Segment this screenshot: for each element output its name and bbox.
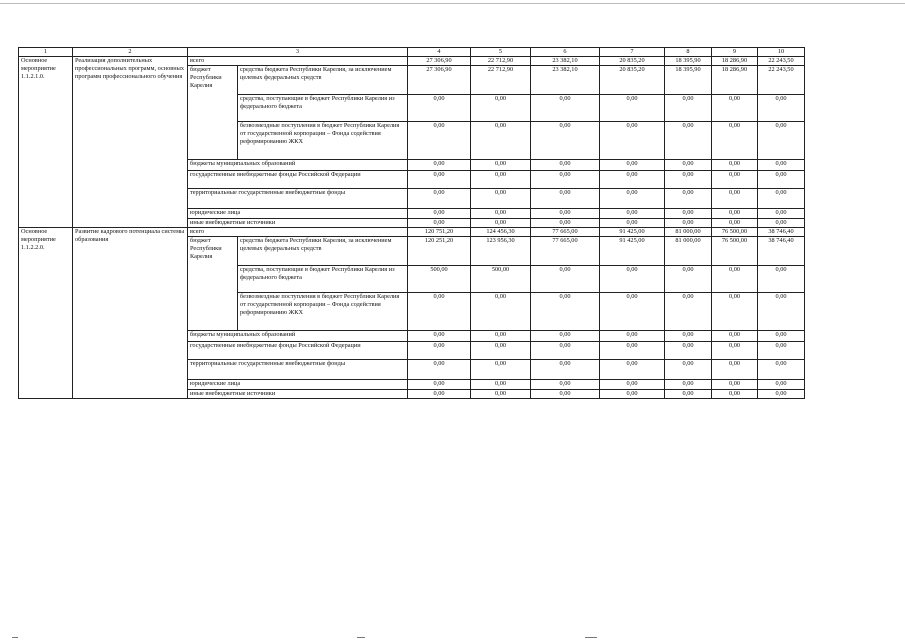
value-text: 0,00 — [559, 389, 571, 397]
source-label: территориальные государственные внебюджетные фонды — [188, 359, 408, 379]
value-text: 0,00 — [728, 170, 741, 178]
value-cell — [471, 188, 531, 208]
value-text: 22 243,50 — [768, 65, 794, 73]
value-cell — [471, 65, 531, 94]
value-cell — [531, 94, 600, 121]
value-cell — [600, 94, 665, 121]
value-text: 0,00 — [433, 121, 445, 129]
value-cell — [758, 218, 805, 227]
value-cell — [665, 379, 712, 389]
value-text: 77 665,00 — [552, 236, 578, 244]
table-row — [19, 227, 805, 236]
value-text: 123 956,30 — [486, 236, 515, 244]
value-cell — [471, 170, 531, 188]
value-text: 0,00 — [775, 359, 787, 367]
value-text: 0,00 — [775, 341, 787, 349]
scan-edge-line — [0, 3, 905, 4]
value-text: 120 751,20 — [424, 227, 454, 235]
value-text: 0,00 — [728, 379, 741, 387]
value-cell — [712, 265, 758, 292]
value-text: 77 665,00 — [552, 227, 578, 235]
value-cell — [712, 94, 758, 121]
source-label: иные внебюджетные источники — [188, 218, 408, 227]
value-text: 0,00 — [494, 359, 507, 367]
value-cell — [531, 292, 600, 330]
value-cell — [665, 65, 712, 94]
source-sublabel: средства, поступающие в бюджет Республики Карелия из федерального бюджета — [238, 94, 408, 121]
value-text: 0,00 — [559, 208, 571, 216]
value-cell — [600, 389, 665, 398]
value-text: 0,00 — [626, 121, 638, 129]
value-cell — [665, 227, 712, 236]
budget-label: бюджет Республики Карелия — [188, 236, 238, 330]
value-cell — [758, 389, 805, 398]
value-cell — [531, 65, 600, 94]
value-cell — [408, 121, 471, 159]
value-cell — [408, 227, 471, 236]
value-cell — [758, 341, 805, 359]
value-cell — [408, 188, 471, 208]
value-cell — [758, 56, 805, 65]
value-text: 0,00 — [626, 218, 638, 226]
value-text: 0,00 — [682, 359, 694, 367]
value-cell — [712, 379, 758, 389]
value-cell — [758, 188, 805, 208]
value-cell — [471, 94, 531, 121]
value-cell — [712, 330, 758, 341]
value-text: 0,00 — [626, 265, 638, 273]
value-text: 18 395,90 — [675, 56, 701, 64]
value-cell — [758, 94, 805, 121]
value-text: 0,00 — [626, 292, 638, 300]
funding-table — [18, 47, 805, 399]
value-cell — [531, 121, 600, 159]
value-text: 0,00 — [775, 170, 787, 178]
value-cell — [471, 121, 531, 159]
value-text: 0,00 — [559, 94, 571, 102]
value-text: 0,00 — [682, 218, 694, 226]
value-text: 0,00 — [494, 170, 507, 178]
value-cell — [665, 389, 712, 398]
value-cell — [712, 170, 758, 188]
value-text: 91 425,00 — [619, 227, 645, 235]
value-cell — [471, 227, 531, 236]
header-cell: 10 — [758, 48, 805, 57]
source-label: бюджеты муниципальных образований — [188, 159, 408, 170]
value-text: 0,00 — [775, 121, 787, 129]
value-text: 0,00 — [682, 208, 694, 216]
value-text: 0,00 — [728, 341, 741, 349]
value-cell — [758, 208, 805, 218]
value-cell — [471, 265, 531, 292]
value-text: 0,00 — [775, 330, 787, 338]
value-text: 20 835,20 — [619, 65, 645, 73]
value-cell — [471, 359, 531, 379]
value-text: 0,00 — [775, 159, 787, 167]
value-text: 0,00 — [682, 188, 694, 196]
value-cell — [600, 341, 665, 359]
value-cell — [712, 121, 758, 159]
value-cell — [665, 208, 712, 218]
value-cell — [531, 265, 600, 292]
value-text: 0,00 — [433, 188, 445, 196]
value-text: 0,00 — [728, 292, 741, 300]
source-label: иные внебюджетные источники — [188, 389, 408, 398]
value-cell — [531, 330, 600, 341]
value-text: 20 835,20 — [619, 56, 645, 64]
value-cell — [665, 170, 712, 188]
value-text: 0,00 — [626, 94, 638, 102]
value-text: 0,00 — [626, 389, 638, 397]
value-text: 0,00 — [559, 379, 571, 387]
value-text: 0,00 — [494, 292, 507, 300]
value-cell — [531, 188, 600, 208]
value-cell — [531, 159, 600, 170]
value-cell — [408, 170, 471, 188]
value-cell — [712, 188, 758, 208]
value-text: 27 306,90 — [426, 65, 452, 73]
header-cell: 5 — [471, 48, 531, 57]
value-cell — [758, 236, 805, 265]
source-label: государственные внебюджетные фонды Российской Федерации — [188, 341, 408, 359]
source-label: юридические лица — [188, 379, 408, 389]
value-text: 18 286,90 — [721, 56, 748, 64]
value-text: 0,00 — [682, 159, 694, 167]
value-text: 0,00 — [728, 359, 741, 367]
value-cell — [471, 218, 531, 227]
value-text: 0,00 — [775, 292, 787, 300]
value-cell — [665, 330, 712, 341]
header-cell: 6 — [531, 48, 600, 57]
value-cell — [531, 56, 600, 65]
scan-mark — [12, 637, 18, 638]
value-text: 0,00 — [775, 389, 787, 397]
activity-code: Основное мероприятие 1.1.2.2.0. — [19, 227, 73, 398]
value-text: 38 746,40 — [768, 236, 794, 244]
value-text: 0,00 — [494, 208, 507, 216]
value-text: 0,00 — [494, 121, 507, 129]
budget-label: бюджет Республики Карелия — [188, 65, 238, 159]
source-label: бюджеты муниципальных образований — [188, 330, 408, 341]
value-text: 27 306,90 — [426, 56, 452, 64]
value-cell — [758, 292, 805, 330]
value-cell — [712, 56, 758, 65]
value-text: 0,00 — [433, 159, 445, 167]
value-text: 0,00 — [494, 218, 507, 226]
value-text: 0,00 — [682, 265, 694, 273]
value-cell — [712, 159, 758, 170]
value-text: 0,00 — [433, 94, 445, 102]
value-text: 0,00 — [559, 265, 571, 273]
value-cell — [600, 56, 665, 65]
value-cell — [531, 389, 600, 398]
value-cell — [665, 265, 712, 292]
value-text: 0,00 — [728, 265, 741, 273]
value-cell — [712, 341, 758, 359]
value-cell — [408, 341, 471, 359]
value-text: 0,00 — [728, 218, 741, 226]
value-text: 0,00 — [433, 359, 445, 367]
source-sublabel: безвозмездные поступления в бюджет Республики Карелия от государственной корпорации – Фонда содействия реформированию ЖКХ — [238, 292, 408, 330]
value-cell — [408, 208, 471, 218]
value-text: 0,00 — [682, 170, 694, 178]
value-cell — [758, 379, 805, 389]
value-text: 0,00 — [433, 218, 445, 226]
value-cell — [758, 159, 805, 170]
value-text: 0,00 — [682, 341, 694, 349]
value-text: 0,00 — [728, 188, 741, 196]
scan-mark — [357, 637, 365, 638]
value-text: 0,00 — [775, 265, 787, 273]
value-text: 81 000,00 — [675, 227, 701, 235]
header-cell: 2 — [73, 48, 188, 57]
value-cell — [408, 218, 471, 227]
value-cell — [665, 159, 712, 170]
value-cell — [665, 188, 712, 208]
value-cell — [408, 159, 471, 170]
value-cell — [600, 359, 665, 379]
value-cell — [758, 65, 805, 94]
value-text: 22 712,90 — [487, 65, 514, 73]
source-label: всего — [188, 56, 408, 65]
value-text: 0,00 — [728, 208, 741, 216]
value-cell — [712, 227, 758, 236]
value-text: 0,00 — [728, 94, 741, 102]
header-cell: 4 — [408, 48, 471, 57]
value-cell — [758, 170, 805, 188]
value-text: 0,00 — [682, 121, 694, 129]
source-label: всего — [188, 227, 408, 236]
value-text: 0,00 — [682, 330, 694, 338]
value-cell — [531, 208, 600, 218]
value-cell — [665, 56, 712, 65]
value-cell — [600, 159, 665, 170]
value-cell — [600, 379, 665, 389]
value-text: 0,00 — [775, 208, 787, 216]
value-cell — [600, 265, 665, 292]
header-cell: 8 — [665, 48, 712, 57]
value-cell — [665, 94, 712, 121]
value-cell — [408, 359, 471, 379]
value-cell — [712, 65, 758, 94]
value-text: 0,00 — [494, 188, 507, 196]
value-text: 0,00 — [494, 379, 507, 387]
value-cell — [665, 359, 712, 379]
value-text: 76 500,00 — [721, 227, 748, 235]
source-sublabel: средства бюджета Республики Карелия, за исключением целевых федеральных средств — [238, 65, 408, 94]
value-text: 0,00 — [433, 379, 445, 387]
value-text: 0,00 — [559, 359, 571, 367]
value-cell — [408, 292, 471, 330]
value-text: 91 425,00 — [619, 236, 645, 244]
value-text: 0,00 — [626, 188, 638, 196]
header-row — [19, 48, 805, 57]
source-label: государственные внебюджетные фонды Российской Федерации — [188, 170, 408, 188]
value-cell — [600, 292, 665, 330]
value-cell — [471, 330, 531, 341]
value-text: 0,00 — [626, 208, 638, 216]
value-text: 22 712,90 — [487, 56, 514, 64]
value-text: 0,00 — [682, 389, 694, 397]
value-cell — [600, 236, 665, 265]
value-cell — [600, 65, 665, 94]
value-text: 0,00 — [559, 330, 571, 338]
table-row — [19, 56, 805, 65]
value-text: 38 746,40 — [768, 227, 794, 235]
value-text: 0,00 — [626, 330, 638, 338]
value-cell — [712, 208, 758, 218]
value-text: 0,00 — [626, 159, 638, 167]
value-cell — [408, 56, 471, 65]
value-cell — [600, 330, 665, 341]
value-text: 0,00 — [433, 330, 445, 338]
value-cell — [600, 188, 665, 208]
value-text: 0,00 — [559, 292, 571, 300]
value-cell — [665, 121, 712, 159]
value-text: 120 251,20 — [424, 236, 454, 244]
activity-name: Реализация дополнительных профессиональных программ, основных программ профессионального обучения — [73, 56, 188, 227]
value-text: 22 243,50 — [768, 56, 794, 64]
value-cell — [712, 236, 758, 265]
source-sublabel: средства бюджета Республики Карелия, за исключением целевых федеральных средств — [238, 236, 408, 265]
value-cell — [471, 208, 531, 218]
value-cell — [758, 359, 805, 379]
value-cell — [600, 121, 665, 159]
source-label: юридические лица — [188, 208, 408, 218]
value-cell — [408, 330, 471, 341]
value-cell — [531, 341, 600, 359]
value-text: 0,00 — [775, 379, 787, 387]
source-sublabel: безвозмездные поступления в бюджет Республики Карелия от государственной корпорации – Фонда содействия реформированию ЖКХ — [238, 121, 408, 159]
value-text: 0,00 — [559, 341, 571, 349]
value-cell — [665, 292, 712, 330]
source-sublabel: средства, поступающие в бюджет Республики Карелия из федерального бюджета — [238, 265, 408, 292]
value-text: 0,00 — [626, 359, 638, 367]
value-text: 0,00 — [494, 94, 507, 102]
value-text: 0,00 — [626, 379, 638, 387]
value-cell — [471, 56, 531, 65]
value-cell — [531, 379, 600, 389]
value-cell — [408, 389, 471, 398]
value-text: 0,00 — [494, 389, 507, 397]
value-cell — [758, 265, 805, 292]
value-text: 0,00 — [494, 159, 507, 167]
value-cell — [408, 265, 471, 292]
value-text: 0,00 — [775, 218, 787, 226]
value-text: 0,00 — [433, 389, 445, 397]
header-cell: 9 — [712, 48, 758, 57]
value-cell — [758, 330, 805, 341]
value-cell — [408, 236, 471, 265]
value-cell — [471, 292, 531, 330]
value-text: 0,00 — [626, 341, 638, 349]
value-text: 76 500,00 — [721, 236, 748, 244]
value-cell — [531, 227, 600, 236]
value-text: 0,00 — [728, 121, 741, 129]
value-cell — [712, 389, 758, 398]
value-cell — [758, 121, 805, 159]
value-text: 0,00 — [626, 170, 638, 178]
value-cell — [712, 359, 758, 379]
value-text: 23 382,10 — [552, 65, 578, 73]
value-text: 0,00 — [433, 208, 445, 216]
value-text: 0,00 — [728, 330, 741, 338]
value-text: 0,00 — [775, 188, 787, 196]
value-cell — [471, 379, 531, 389]
value-text: 0,00 — [494, 330, 507, 338]
header-cell: 7 — [600, 48, 665, 57]
value-text: 0,00 — [559, 159, 571, 167]
value-text: 18 395,90 — [675, 65, 701, 73]
value-text: 500,00 — [491, 265, 510, 273]
value-cell — [600, 227, 665, 236]
value-text: 0,00 — [433, 170, 445, 178]
header-cell: 3 — [188, 48, 408, 57]
value-cell — [531, 170, 600, 188]
value-cell — [531, 236, 600, 265]
value-text: 81 000,00 — [675, 236, 701, 244]
source-label: территориальные государственные внебюджетные фонды — [188, 188, 408, 208]
value-text: 0,00 — [728, 159, 741, 167]
scan-mark — [585, 637, 597, 638]
value-text: 18 286,90 — [721, 65, 748, 73]
value-cell — [408, 379, 471, 389]
value-cell — [471, 236, 531, 265]
value-cell — [471, 159, 531, 170]
value-text: 0,00 — [559, 188, 571, 196]
value-cell — [665, 236, 712, 265]
value-text: 0,00 — [433, 292, 445, 300]
value-cell — [712, 218, 758, 227]
value-text: 0,00 — [682, 292, 694, 300]
value-text: 0,00 — [728, 389, 741, 397]
value-cell — [600, 218, 665, 227]
value-text: 0,00 — [494, 341, 507, 349]
activity-name: Развитие кадрового потенциала системы образования — [73, 227, 188, 398]
value-cell — [408, 65, 471, 94]
value-cell — [600, 170, 665, 188]
value-text: 0,00 — [559, 170, 571, 178]
value-cell — [665, 218, 712, 227]
header-cell: 1 — [19, 48, 73, 57]
value-text: 0,00 — [682, 379, 694, 387]
value-cell — [471, 341, 531, 359]
value-text: 0,00 — [559, 218, 571, 226]
value-text: 124 456,30 — [486, 227, 515, 235]
value-text: 500,00 — [430, 265, 448, 273]
value-text: 23 382,10 — [552, 56, 578, 64]
value-text: 0,00 — [559, 121, 571, 129]
activity-code: Основное мероприятие 1.1.2.1.0. — [19, 56, 73, 227]
value-cell — [758, 227, 805, 236]
value-cell — [665, 341, 712, 359]
value-cell — [712, 292, 758, 330]
value-text: 0,00 — [775, 94, 787, 102]
value-cell — [531, 218, 600, 227]
value-text: 0,00 — [682, 94, 694, 102]
value-text: 0,00 — [433, 341, 445, 349]
value-cell — [408, 94, 471, 121]
value-cell — [531, 359, 600, 379]
value-cell — [471, 389, 531, 398]
value-cell — [600, 208, 665, 218]
